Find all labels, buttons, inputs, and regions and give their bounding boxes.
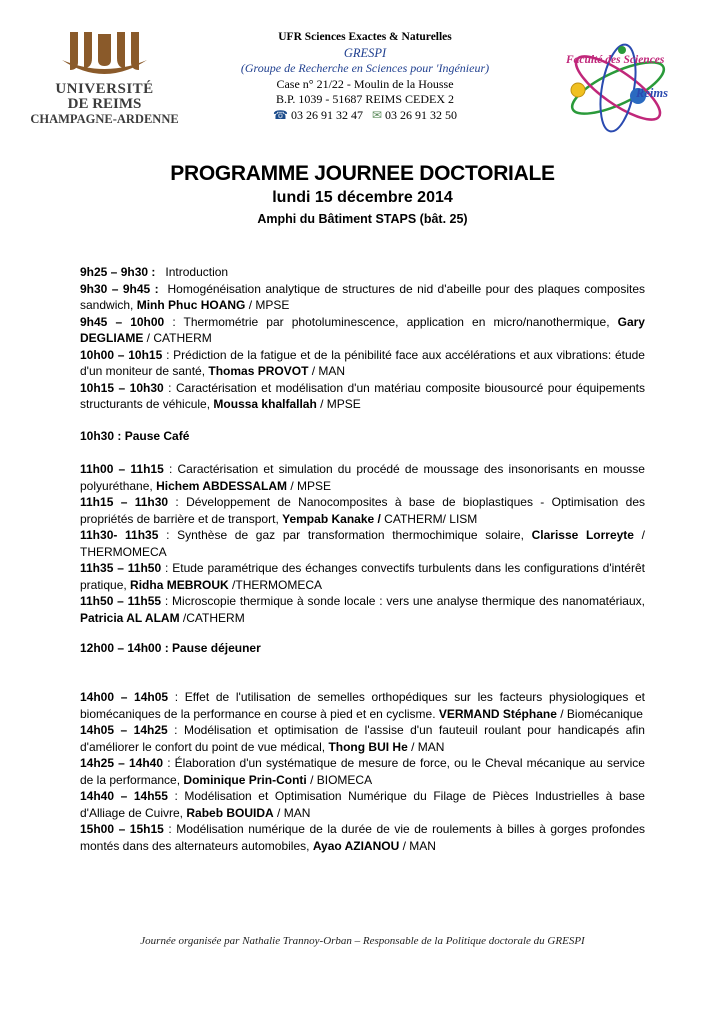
program-entry: 10h00 – 10h15 : Prédiction de la fatigue et de la pénibilité face aux accélérations et aux vibrations: étude d'un moniteur de santé, Thomas PROVOT / MAN bbox=[80, 347, 645, 378]
faculty-logo-line1: Faculté des Sciences bbox=[566, 54, 665, 66]
event-place: Amphi du Bâtiment STAPS (bât. 25) bbox=[257, 212, 468, 226]
session-afternoon bbox=[80, 689, 645, 854]
program-entry: 9h25 – 9h30 : Introduction bbox=[80, 265, 229, 279]
group-name: (Groupe de Recherche en Sciences pour 'Ingénieur) bbox=[240, 61, 490, 75]
pause-dejeuner: 12h00 – 14h00 : Pause déjeuner bbox=[80, 641, 261, 655]
fax-number: 03 26 91 32 50 bbox=[385, 107, 457, 122]
faculty-logo bbox=[560, 38, 680, 133]
program-entry: 10h15 – 10h30 : Caractérisation et modélisation d'un matériau composite biousourcé pour équipements structurants de véhicule, Moussa khalfallah / MPSE bbox=[80, 380, 645, 411]
faculty-logo-line2: Reims bbox=[636, 86, 668, 100]
university-line1: UNIVERSITÉ bbox=[55, 81, 154, 97]
program-entry: 11h30- 11h35 : Synthèse de gaz par transformation thermochimique solaire, Clarisse Lorreyte / THERMOMECA bbox=[80, 528, 645, 559]
page-title: PROGRAMME JOURNEE DOCTORIALE bbox=[170, 162, 555, 185]
session-morning-2 bbox=[80, 461, 645, 626]
ufr-name: UFR Sciences Exactes & Naturelles bbox=[278, 31, 452, 43]
university-line2: DE REIMS bbox=[67, 96, 142, 112]
program-entry: 11h50 – 11h55 : Microscopie thermique à sonde locale : vers une analyse thermique des nanomatériaux, Patricia AL ALAM /CATHERM bbox=[80, 594, 645, 625]
program-entry: 15h00 – 15h15 : Modélisation numérique de la durée de vie de roulements à billes à gorges profondes montés dans des alternateurs automobiles, Ayao AZIANOU / MAN bbox=[80, 822, 645, 853]
phone-icon: ☎ bbox=[272, 107, 288, 122]
pause-cafe: 10h30 : Pause Café bbox=[80, 429, 190, 443]
lab-header bbox=[190, 30, 540, 123]
program-entry: 9h30 – 9h45 : Homogénéisation analytique de structures de nid d'abeille pour des plaques composites sandwich, Minh Phuc HOANG / MPSE bbox=[80, 281, 646, 312]
phone-number: 03 26 91 32 47 bbox=[290, 107, 363, 122]
page-title-block bbox=[0, 162, 725, 226]
program-entry: 14h40 – 14h55 : Modélisation et Optimisation Numérique du Filage de Pièces Industrielles à base d'Alliage de Cuivre, Rabeb BOUIDA / MAN bbox=[80, 789, 645, 820]
program-entry: 14h05 – 14h25 : Modélisation et optimisation de l'assise d'un fauteuil roulant pour handicapés afin d'améliorer le confort du point de vue médical, Thong BUI He / MAN bbox=[80, 723, 645, 754]
address-line1: Case n° 21/22 - Moulin de la Housse bbox=[276, 76, 454, 91]
program-entry: 9h45 – 10h00 : Thermométrie par photoluminescence, application en micro/nanothermique, Gary DEGLIAME / CATHERM bbox=[80, 314, 645, 345]
program-entry: 14h25 – 14h40 : Élaboration d'un systématique de mesure de force, ou le Cheval mécanique au service de la performance, Dominique Prin-Conti / BIOMECA bbox=[80, 756, 645, 787]
session-morning-1 bbox=[80, 264, 645, 413]
program-entry: 11h00 – 11h15 : Caractérisation et simulation du procédé de moussage des insonorisants en mousse polyuréthane, Hichem ABDESSALAM / MPSE bbox=[80, 462, 645, 493]
footer-note: Journée organisée par Nathalie Trannoy-Orban – Responsable de la Politique doctorale du GRESPI bbox=[140, 935, 585, 947]
reims-emblem-icon bbox=[22, 30, 187, 85]
grespi-name: GRESPI bbox=[343, 45, 387, 60]
event-date: lundi 15 décembre 2014 bbox=[272, 189, 453, 206]
contact-line bbox=[190, 108, 540, 124]
university-name bbox=[22, 82, 187, 127]
program-entry: 14h00 – 14h05 : Effet de l'utilisation de semelles orthopédiques sur les facteurs physiologiques et biomécaniques de la performance en course à pied et en cyclisme. VERMAND Stéphane / Biomécanique bbox=[80, 690, 645, 721]
program-entry: 11h15 – 11h30 : Développement de Nanocomposites à base de bioplastiques - Optimisation des propriétés de barrière et de transport, Yempab Kanake / CATHERM/ LISM bbox=[80, 495, 645, 526]
university-line3: CHAMPAGNE-ARDENNE bbox=[30, 112, 179, 126]
address-line2: B.P. 1039 - 51687 REIMS CEDEX 2 bbox=[275, 92, 454, 106]
fax-icon: ✉ bbox=[371, 107, 382, 122]
program-entry: 11h35 – 11h50 : Etude paramétrique des échanges convectifs turbulents dans les configurations d'intérêt pratique, Ridha MEBROUK /THERMOMECA bbox=[80, 561, 645, 592]
